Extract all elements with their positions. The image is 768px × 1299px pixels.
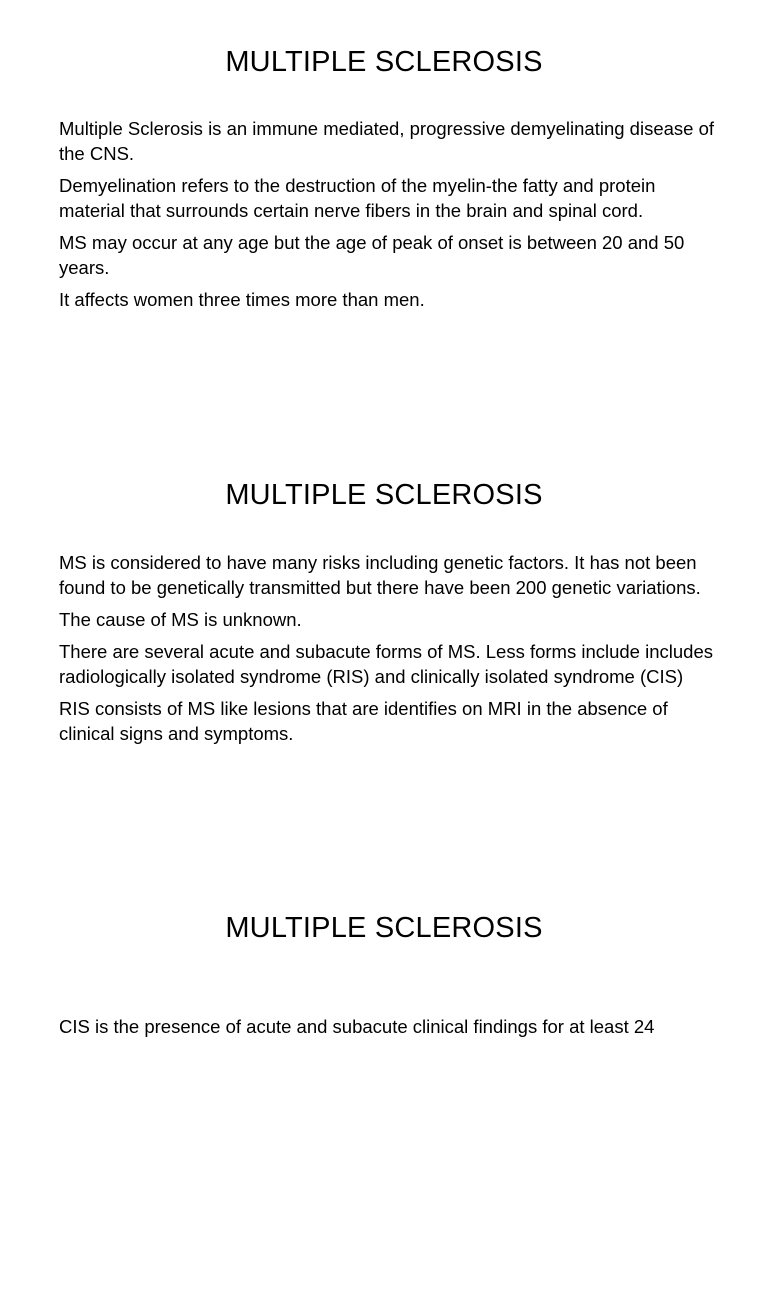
paragraph: The cause of MS is unknown. <box>59 609 302 630</box>
slide-title: MULTIPLE SCLEROSIS <box>225 479 543 511</box>
slide-title: MULTIPLE SCLEROSIS <box>225 46 543 78</box>
paragraph: MS is considered to have many risks including genetic factors. It has not been found to be genetically transmitted but there have been 200 genetic variations. <box>59 552 701 598</box>
slide-body <box>59 1014 719 1046</box>
slide-1 <box>0 0 768 433</box>
slide-title: MULTIPLE SCLEROSIS <box>225 912 543 944</box>
paragraph: MS may occur at any age but the age of peak of onset is between 20 and 50 years. <box>59 232 685 278</box>
paragraph: It affects women three times more than men. <box>59 289 425 310</box>
paragraph: CIS is the presence of acute and subacute clinical findings for at least 24 <box>59 1016 655 1037</box>
paragraph: Demyelination refers to the destruction of the myelin-the fatty and protein material that surrounds certain nerve fibers in the brain and spinal cord. <box>59 175 656 221</box>
paragraph: RIS consists of MS like lesions that are identifies on MRI in the absence of clinical signs and symptoms. <box>59 698 668 744</box>
slide-body <box>59 116 719 319</box>
slide-body <box>59 550 719 753</box>
paragraph: Multiple Sclerosis is an immune mediated, progressive demyelinating disease of the CNS. <box>59 118 715 164</box>
paragraph: There are several acute and subacute forms of MS. Less forms include includes radiologically isolated syndrome (RIS) and clinically isolated syndrome (CIS) <box>59 641 713 687</box>
slide-2 <box>0 433 768 866</box>
slide-3 <box>0 866 768 1299</box>
